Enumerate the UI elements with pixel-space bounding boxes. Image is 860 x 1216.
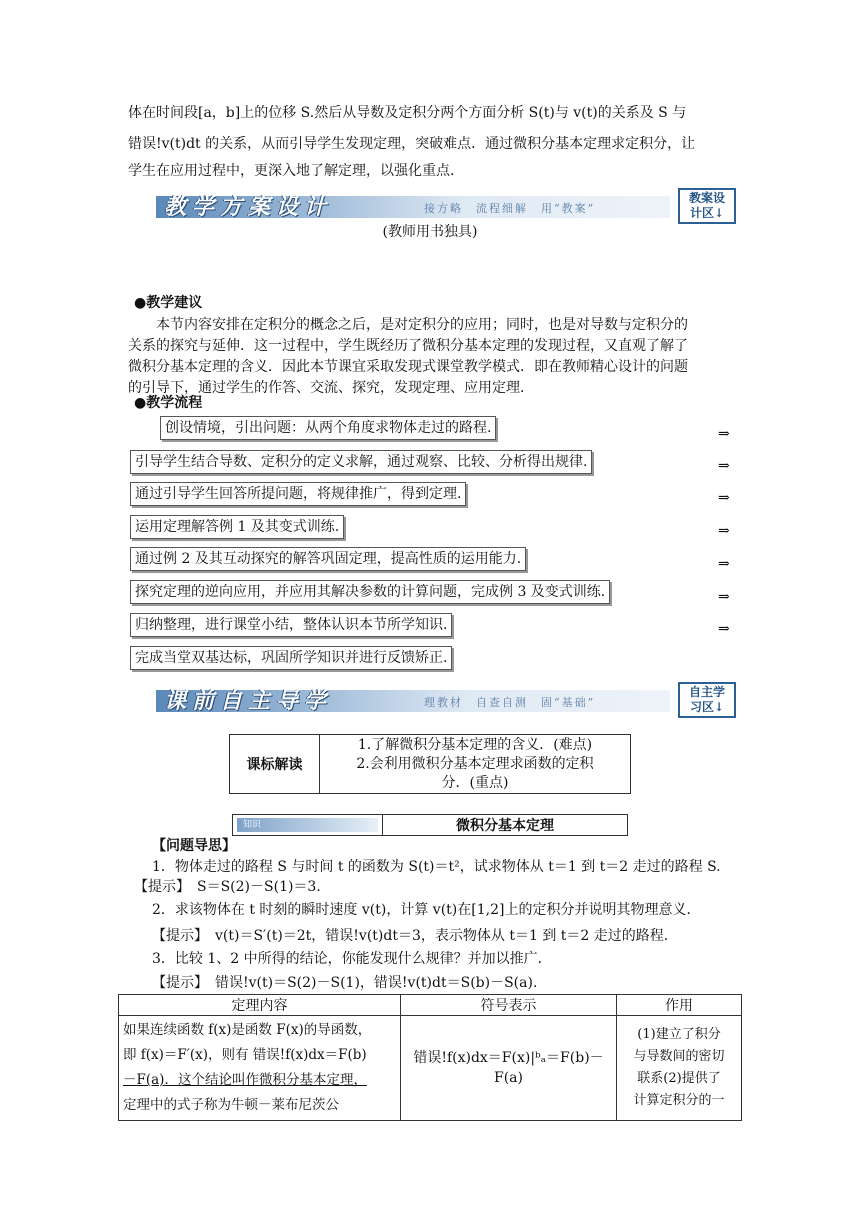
flow-step-2: 引导学生结合导数、定积分的定义求解，通过观察、比较、分析得出规律. [130, 450, 592, 474]
theorem-content-line-2: 即 f(x)＝F′(x)，则有 错误!f(x)dx＝F(b) [123, 1047, 367, 1063]
knowledge-tag-cell [233, 815, 383, 836]
flow-arrow-1: ⇒ [718, 426, 730, 442]
badge-line-1: 教案设 [688, 191, 725, 205]
badge-line-2: 计区↓ [689, 206, 725, 220]
teacher-only-note: (教师用书独具) [382, 224, 478, 240]
theorem-symbol-line-1: 错误!f(x)dx＝F(x)|ᵇₐ＝F(b)－ [413, 1050, 604, 1066]
flow-step-3: 通过引导学生回答所提问题，将规律推广，得到定理. [130, 482, 466, 506]
flow-arrow-5: ⇒ [718, 556, 730, 572]
theorem-role-line-3: 联系(2)提供了 [637, 1071, 721, 1086]
theorem-content-line-3: －F(a)．这个结论叫作微积分基本定理， [123, 1072, 367, 1088]
standards-content [320, 735, 631, 794]
flow-arrow-2: ⇒ [718, 458, 730, 474]
flow-arrow-7: ⇒ [718, 621, 730, 637]
flow-step-6: 探究定理的逆向应用，并应用其解决参数的计算问题，完成例 3 及变式训练. [130, 580, 610, 604]
self-study-banner [128, 680, 736, 720]
suggestion-line-1: 本节内容安排在定积分的概念之后，是对定积分的应用；同时，也是对导数与定积分的 [156, 317, 688, 333]
theorem-role-line-2: 与导数间的密切 [633, 1049, 725, 1064]
theorem-header-role: 作用 [617, 995, 742, 1016]
banner-title: 教学方案设计 [164, 194, 333, 220]
theorem-content [119, 1016, 401, 1121]
flow-step-1: 创设情境，引出问题：从两个角度求物体走过的路程. [160, 416, 496, 440]
theorem-role-line-1: (1)建立了积分 [637, 1027, 721, 1042]
teaching-plan-banner [128, 186, 736, 226]
banner-slogan: 理教材 自查自测 固“基础” [424, 696, 596, 709]
knowledge-header [232, 814, 628, 836]
flow-step-5: 通过例 2 及其互动探究的解答巩固定理，提高性质的运用能力. [130, 547, 526, 571]
banner-badge [678, 188, 736, 224]
banner-slogan: 接方略 流程细解 用“教案” [424, 202, 596, 215]
banner-badge [678, 682, 736, 718]
flow-arrow-4: ⇒ [718, 523, 730, 539]
theorem-symbol-line-2: F(a) [494, 1070, 523, 1086]
intro-line-3: 学生在应用过程中，更深入地了解定理，以强化重点． [128, 163, 464, 179]
banner-title: 课前自主导学 [164, 688, 333, 714]
theorem-header-symbol: 符号表示 [401, 995, 617, 1016]
standards-item-2: 2.会利用微积分基本定理求函数的定积 [356, 755, 594, 772]
answer-1: 【提示】 S＝S(2)－S(1)＝3. [134, 879, 321, 895]
knowledge-title: 微积分基本定理 [383, 815, 628, 836]
suggestion-heading: ●教学建议 [134, 295, 203, 311]
question-2: 2．求该物体在 t 时刻的瞬时速度 v(t)，计算 v(t)在[1,2]上的定积分并说明其物理意义． [152, 902, 701, 918]
flow-step-8: 完成当堂双基达标，巩固所学知识并进行反馈矫正. [130, 646, 452, 670]
flow-arrow-6: ⇒ [718, 589, 730, 605]
badge-line-2: 习区↓ [689, 700, 725, 714]
standards-table [229, 734, 631, 794]
suggestion-line-3: 微积分基本定理的含义．因此本节课宜采取发现式课堂教学模式．即在教师精心设计的问题 [128, 359, 688, 375]
theorem-role [617, 1016, 742, 1121]
answer-3: 【提示】 错误!v(t)＝S(2)－S(1)，错误!v(t)dt＝S(b)－S(a). [152, 975, 538, 991]
badge-line-1: 自主学 [688, 685, 725, 699]
question-3: 3．比较 1、2 中所得的结论，你能发现什么规律？并加以推广． [152, 951, 552, 967]
flow-step-4: 运用定理解答例 1 及其变式训练. [130, 515, 344, 539]
theorem-content-line-1: 如果连续函数 f(x)是函数 F(x)的导函数， [123, 1022, 372, 1038]
flow-step-7: 归纳整理，进行课堂小结，整体认识本节所学知识. [130, 613, 452, 637]
theorem-header-content: 定理内容 [119, 995, 401, 1016]
theorem-role-line-4: 计算定积分的一 [633, 1093, 725, 1108]
standards-item-3: 分．(重点) [441, 774, 509, 791]
theorem-table [118, 994, 742, 1121]
flow-heading: ●教学流程 [134, 395, 203, 411]
answer-2: 【提示】 v(t)＝S′(t)＝2t，错误!v(t)dt＝3，表示物体从 t＝1 到 t＝2 走过的路程． [152, 928, 678, 944]
knowledge-tag: 知识 [237, 818, 378, 832]
flow-arrow-3: ⇒ [718, 490, 730, 506]
intro-line-2: 错误!v(t)dt 的关系，从而引导学生发现定理，突破难点．通过微积分基本定理求定积分，让 [128, 136, 696, 152]
theorem-content-line-4: 定理中的式子称为牛顿－莱布尼茨公 [123, 1097, 339, 1113]
questions-heading: 【问题导思】 [152, 838, 236, 854]
intro-line-1: 体在时间段[a，b]上的位移 S.然后从导数及定积分两个方面分析 S(t)与 v(t)的关系及 S 与 [128, 105, 687, 121]
suggestion-line-2: 关系的探究与延伸．这一过程中，学生既经历了微积分基本定理的发现过程，又直观了解了 [128, 338, 688, 354]
suggestion-line-4: 的引导下，通过学生的作答、交流、探究，发现定理、应用定理． [128, 380, 534, 396]
standards-label: 课标解读 [230, 735, 320, 794]
theorem-symbol [401, 1016, 617, 1121]
standards-item-1: 1.了解微积分基本定理的含义．(难点) [357, 736, 593, 753]
question-1: 1．物体走过的路程 S 与时间 t 的函数为 S(t)＝t²，试求物体从 t＝1 到 t＝2 走过的路程 S. [152, 859, 721, 875]
